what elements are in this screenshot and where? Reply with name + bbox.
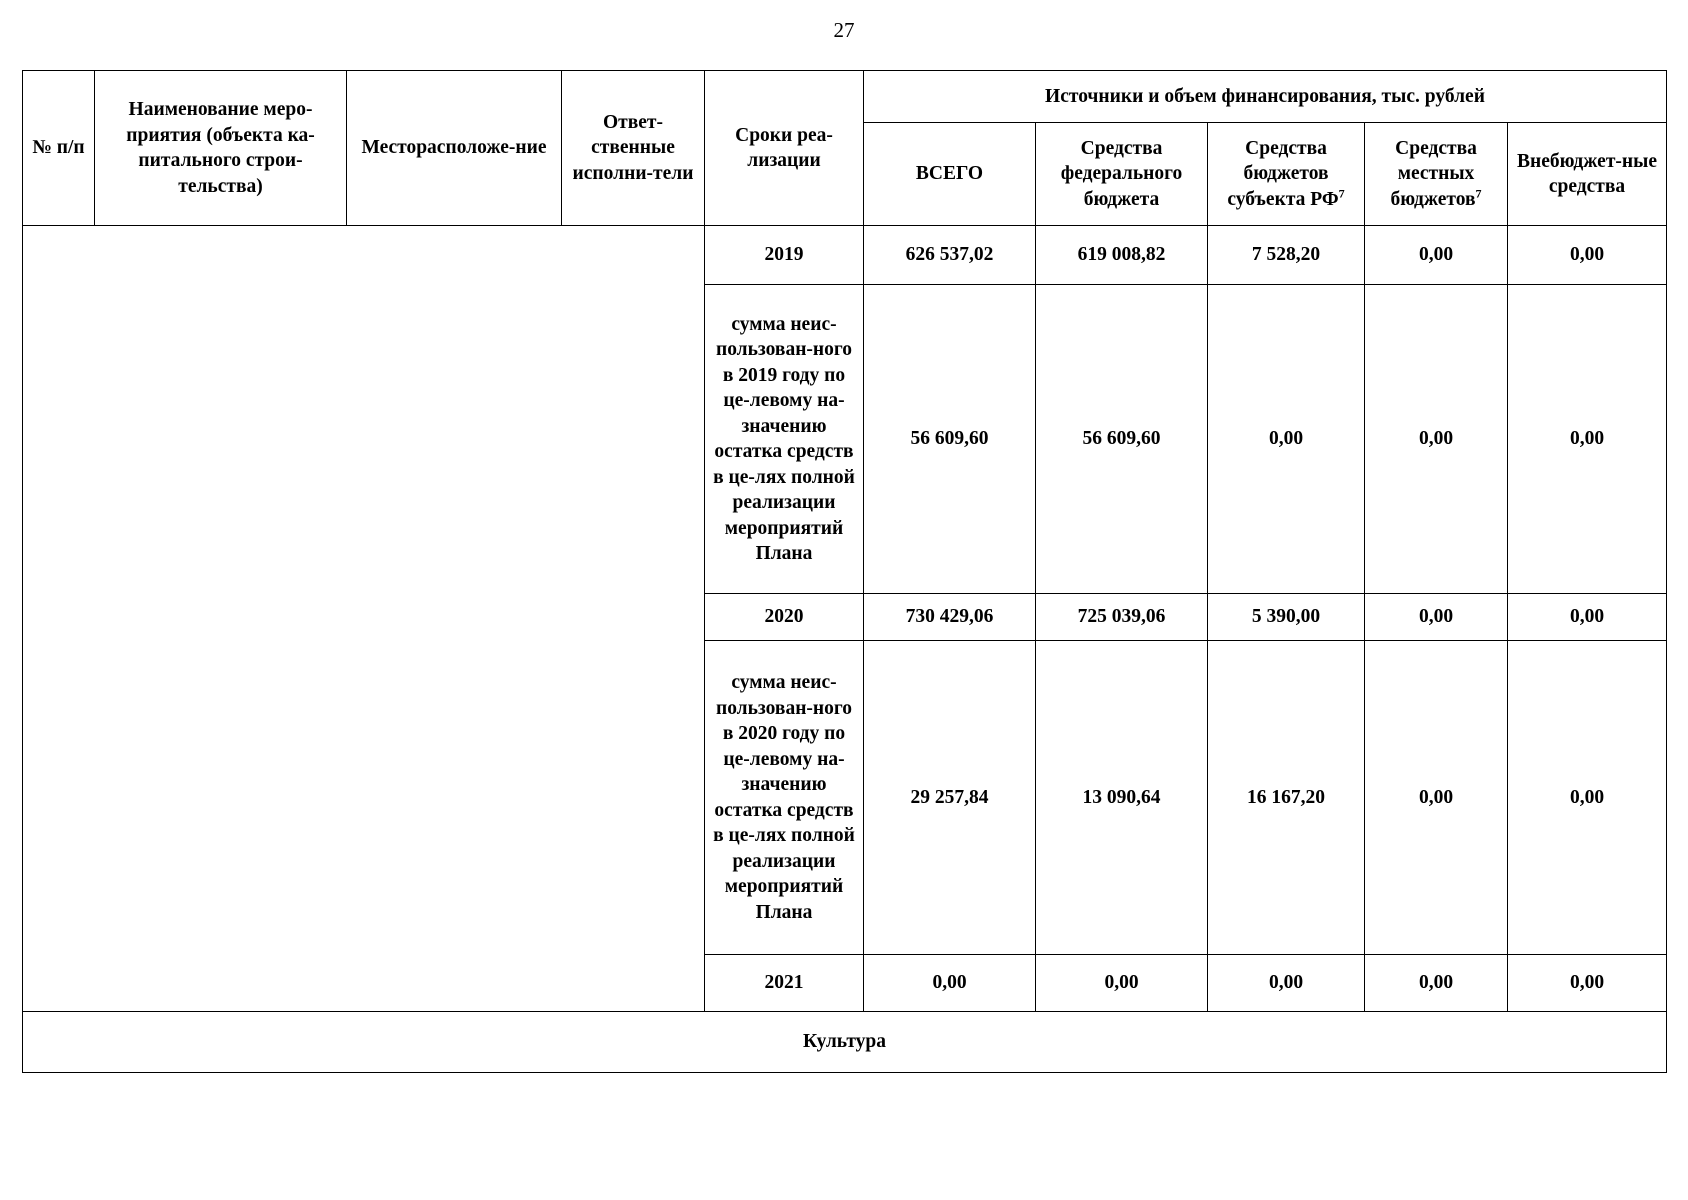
header-regional bbox=[1208, 123, 1365, 226]
extra-cell: 0,00 bbox=[1508, 641, 1667, 955]
header-local-label: Средства местных бюджетов bbox=[1390, 137, 1477, 210]
federal-cell: 0,00 bbox=[1036, 955, 1208, 1012]
local-cell: 0,00 bbox=[1365, 594, 1508, 641]
federal-cell: 619 008,82 bbox=[1036, 226, 1208, 285]
header-period: Сроки реа-лизации bbox=[705, 71, 864, 226]
header-federal: Средства федерального бюджета bbox=[1036, 123, 1208, 226]
extra-cell: 0,00 bbox=[1508, 285, 1667, 594]
financing-table bbox=[22, 70, 1667, 1073]
regional-cell: 7 528,20 bbox=[1208, 226, 1365, 285]
period-cell: сумма неис-пользован-ного в 2020 году по це-левому на-значению остатка средств в це-лях полной реализации мероприятий Плана bbox=[705, 641, 864, 955]
federal-cell: 56 609,60 bbox=[1036, 285, 1208, 594]
header-row-top bbox=[23, 71, 1667, 123]
section-row bbox=[23, 1012, 1667, 1073]
merged-empty-cell bbox=[23, 226, 705, 1012]
regional-cell: 0,00 bbox=[1208, 285, 1365, 594]
local-cell: 0,00 bbox=[1365, 955, 1508, 1012]
period-cell: 2020 bbox=[705, 594, 864, 641]
total-cell: 730 429,06 bbox=[864, 594, 1036, 641]
header-total: ВСЕГО bbox=[864, 123, 1036, 226]
table-row bbox=[23, 226, 1667, 285]
footnote-marker: 7 bbox=[1338, 186, 1345, 201]
header-location: Месторасположе-ние bbox=[347, 71, 562, 226]
header-regional-label: Средства бюджетов субъекта РФ bbox=[1227, 137, 1339, 210]
regional-cell: 16 167,20 bbox=[1208, 641, 1365, 955]
header-extra: Внебюджет-ные средства bbox=[1508, 123, 1667, 226]
extra-cell: 0,00 bbox=[1508, 226, 1667, 285]
total-cell: 626 537,02 bbox=[864, 226, 1036, 285]
header-responsible: Ответ-ственные исполни-тели bbox=[562, 71, 705, 226]
total-cell: 56 609,60 bbox=[864, 285, 1036, 594]
page-number: 27 bbox=[833, 18, 855, 42]
extra-cell: 0,00 bbox=[1508, 955, 1667, 1012]
header-name: Наименование меро-приятия (объекта ка-питального строи-тельства) bbox=[95, 71, 347, 226]
federal-cell: 13 090,64 bbox=[1036, 641, 1208, 955]
regional-cell: 0,00 bbox=[1208, 955, 1365, 1012]
extra-cell: 0,00 bbox=[1508, 594, 1667, 641]
period-cell: 2019 bbox=[705, 226, 864, 285]
period-cell: 2021 bbox=[705, 955, 864, 1012]
federal-cell: 725 039,06 bbox=[1036, 594, 1208, 641]
total-cell: 0,00 bbox=[864, 955, 1036, 1012]
local-cell: 0,00 bbox=[1365, 285, 1508, 594]
period-cell: сумма неис-пользован-ного в 2019 году по це-левому на-значению остатка средств в це-лях полной реализации мероприятий Плана bbox=[705, 285, 864, 594]
header-num: № п/п bbox=[23, 71, 95, 226]
regional-cell: 5 390,00 bbox=[1208, 594, 1365, 641]
header-local bbox=[1365, 123, 1508, 226]
header-funding-group: Источники и объем финансирования, тыс. рублей bbox=[864, 71, 1667, 123]
local-cell: 0,00 bbox=[1365, 226, 1508, 285]
local-cell: 0,00 bbox=[1365, 641, 1508, 955]
section-title: Культура bbox=[23, 1012, 1667, 1073]
total-cell: 29 257,84 bbox=[864, 641, 1036, 955]
footnote-marker: 7 bbox=[1475, 186, 1482, 201]
